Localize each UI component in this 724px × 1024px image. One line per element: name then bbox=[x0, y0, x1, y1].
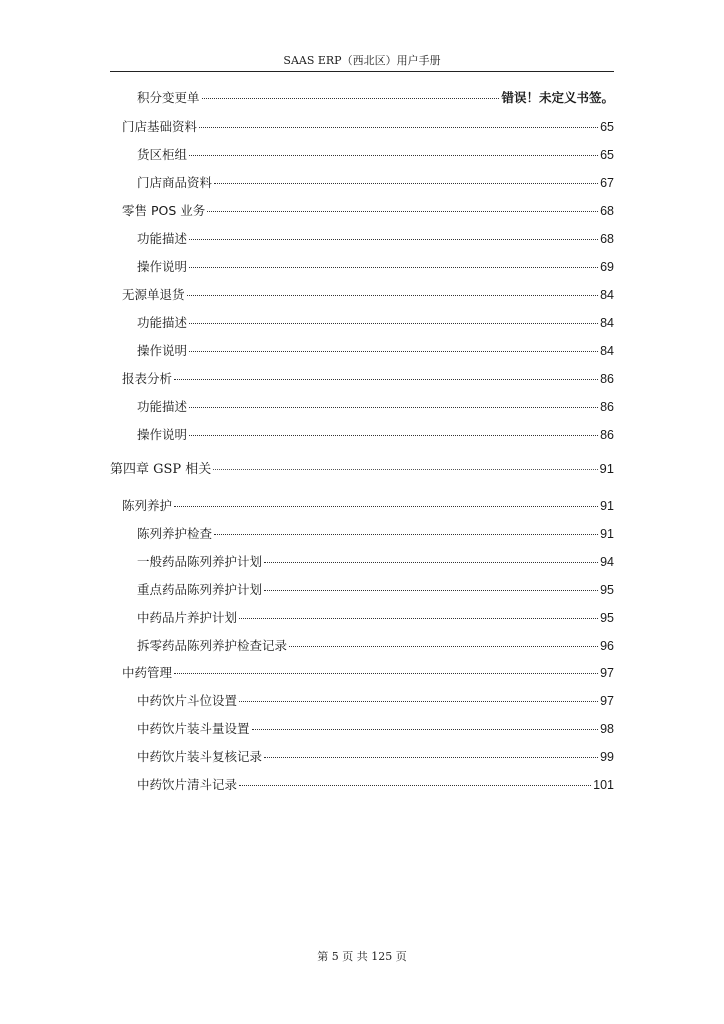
toc-entry[interactable] bbox=[137, 608, 614, 628]
toc-entry-label: 货区柜组 bbox=[137, 147, 188, 162]
toc-entry[interactable] bbox=[122, 285, 614, 305]
toc-dot-leader bbox=[174, 379, 598, 380]
toc-entry-label: 积分变更单 bbox=[137, 90, 200, 105]
toc-page-number: 94 bbox=[600, 555, 614, 569]
toc-page-number: 91 bbox=[600, 527, 614, 541]
toc-dot-leader bbox=[213, 469, 597, 470]
toc-entry[interactable] bbox=[137, 580, 614, 600]
toc-entry[interactable] bbox=[137, 397, 614, 417]
toc-dot-leader bbox=[199, 127, 598, 128]
toc-entry[interactable] bbox=[137, 229, 614, 249]
toc-dot-leader bbox=[187, 295, 599, 296]
toc-page-number: 99 bbox=[600, 750, 614, 764]
toc-entry[interactable] bbox=[122, 201, 614, 221]
toc-entry-label: 操作说明 bbox=[137, 259, 188, 274]
toc-entry-label: 中药品片养护计划 bbox=[137, 610, 238, 625]
toc-dot-leader bbox=[252, 729, 599, 730]
toc-entry[interactable] bbox=[137, 747, 614, 767]
toc-entry-label: 中药饮片斗位设置 bbox=[137, 693, 238, 708]
toc-chapter-entry[interactable] bbox=[110, 459, 614, 479]
toc-entry[interactable] bbox=[137, 425, 614, 445]
toc-page-number: 97 bbox=[600, 666, 614, 680]
toc-entry[interactable] bbox=[137, 341, 614, 361]
page-footer: 第 5 页 共 125 页 bbox=[317, 950, 407, 963]
toc-dot-leader bbox=[174, 506, 598, 507]
toc-entry-label: 操作说明 bbox=[137, 343, 188, 358]
toc-entry-label: 一般药品陈列养护计划 bbox=[137, 554, 263, 569]
toc-page-number: 86 bbox=[600, 400, 614, 414]
toc-dot-leader bbox=[202, 98, 500, 99]
toc-entry-label: 报表分析 bbox=[122, 371, 173, 386]
toc-entry-label: 中药饮片装斗复核记录 bbox=[137, 749, 263, 764]
toc-entry-label: 功能描述 bbox=[137, 231, 188, 246]
toc-entry[interactable] bbox=[137, 552, 614, 572]
toc-dot-leader bbox=[207, 211, 598, 212]
toc-dot-leader bbox=[189, 267, 598, 268]
toc-page-number: 84 bbox=[600, 344, 614, 358]
toc-entry[interactable] bbox=[122, 369, 614, 389]
toc-entry-label: 陈列养护检查 bbox=[137, 526, 213, 541]
toc-entry[interactable] bbox=[137, 173, 614, 193]
toc-entry[interactable] bbox=[137, 775, 614, 795]
toc-page-number: 101 bbox=[593, 778, 614, 792]
toc-page-number: 65 bbox=[600, 120, 614, 134]
toc-dot-leader bbox=[189, 435, 598, 436]
toc-dot-leader bbox=[264, 757, 598, 758]
toc-page-number: 84 bbox=[600, 288, 614, 302]
toc-dot-leader bbox=[189, 323, 598, 324]
toc-page-number: 65 bbox=[600, 148, 614, 162]
toc-page-number: 98 bbox=[600, 722, 614, 736]
toc-entry-label: 陈列养护 bbox=[122, 498, 173, 513]
page-header: SAAS ERP（西北区）用户手册 bbox=[283, 54, 441, 67]
toc-page-number: 67 bbox=[600, 176, 614, 190]
toc-entry[interactable] bbox=[122, 117, 614, 137]
toc-entry-label: 中药饮片清斗记录 bbox=[137, 777, 238, 792]
toc-entry-label: 中药饮片装斗量设置 bbox=[137, 721, 250, 736]
toc-dot-leader bbox=[264, 590, 598, 591]
toc-page-number: 69 bbox=[600, 260, 614, 274]
toc-entry[interactable] bbox=[137, 88, 614, 108]
toc-page-number: 84 bbox=[600, 316, 614, 330]
toc-error-message: 错误！未定义书签。 bbox=[501, 91, 614, 105]
toc-entry[interactable] bbox=[137, 257, 614, 277]
toc-dot-leader bbox=[214, 534, 598, 535]
toc-dot-leader bbox=[214, 183, 598, 184]
toc-dot-leader bbox=[239, 701, 598, 702]
toc-dot-leader bbox=[239, 785, 591, 786]
toc-dot-leader bbox=[189, 239, 598, 240]
toc-entry-label: 第四章 GSP 相关 bbox=[110, 462, 212, 477]
toc-entry[interactable] bbox=[137, 145, 614, 165]
toc-dot-leader bbox=[264, 562, 598, 563]
toc-dot-leader bbox=[174, 673, 598, 674]
toc-entry-label: 门店商品资料 bbox=[137, 175, 213, 190]
toc-dot-leader bbox=[189, 155, 598, 156]
toc-entry-label: 功能描述 bbox=[137, 315, 188, 330]
toc-entry-label: 重点药品陈列养护计划 bbox=[137, 582, 263, 597]
toc-page-number: 95 bbox=[600, 583, 614, 597]
toc-page-number: 68 bbox=[600, 204, 614, 218]
toc-page-number: 68 bbox=[600, 232, 614, 246]
toc-entry-label: 拆零药品陈列养护检查记录 bbox=[137, 638, 288, 653]
toc-entry-label: 门店基础资料 bbox=[122, 119, 198, 134]
toc-page-number: 91 bbox=[600, 499, 614, 513]
toc-entry[interactable] bbox=[122, 496, 614, 516]
toc-entry-label: 中药管理 bbox=[122, 665, 173, 680]
toc-entry[interactable] bbox=[137, 313, 614, 333]
toc-entry-label: 无源单退货 bbox=[122, 287, 185, 302]
toc-entry[interactable] bbox=[137, 719, 614, 739]
toc-dot-leader bbox=[189, 351, 598, 352]
toc-page-number: 86 bbox=[600, 428, 614, 442]
toc-dot-leader bbox=[289, 646, 598, 647]
toc-entry[interactable] bbox=[137, 636, 614, 656]
toc-entry-label: 零售 POS 业务 bbox=[122, 203, 206, 218]
toc-entry[interactable] bbox=[122, 663, 614, 683]
toc-dot-leader bbox=[239, 618, 598, 619]
toc-dot-leader bbox=[189, 407, 598, 408]
toc-entry-label: 功能描述 bbox=[137, 399, 188, 414]
toc-entry[interactable] bbox=[137, 524, 614, 544]
toc-page-number: 97 bbox=[600, 694, 614, 708]
toc-page-number: 96 bbox=[600, 639, 614, 653]
toc-page-number: 95 bbox=[600, 611, 614, 625]
toc-page-number: 86 bbox=[600, 372, 614, 386]
toc-entry-label: 操作说明 bbox=[137, 427, 188, 442]
toc-entry[interactable] bbox=[137, 691, 614, 711]
toc-page-number: 91 bbox=[599, 461, 614, 476]
